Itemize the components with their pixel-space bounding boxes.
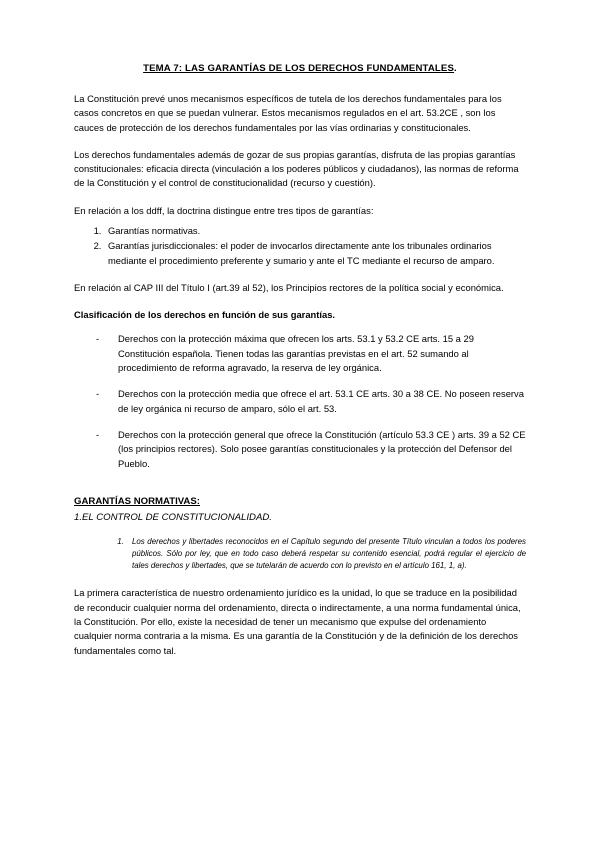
- classification-heading: Clasificación de los derechos en función de sus garantías.: [74, 309, 336, 321]
- paragraph-intro-2: Los derechos fundamentales además de gozar de sus propias garantías, disfruta de las propias garantías constitucionales: eficacia directa (vinculación a los poderes públicos y ciudadanos), las normas de reforma de la Constitución y el control de constitucionalidad (recurso y cuestión).: [74, 148, 519, 189]
- paragraph-intro-3: En relación a los ddff, la doctrina distingue entre tres tipos de garantías:: [74, 204, 374, 216]
- list-item: - Derechos con la protección máxima que ofrecen los arts. 53.1 y 53.2 CE arts. 15 a 29 Constitución española. Tienen todas las garantías previstas en el art. 52 sumando al procedimiento de reforma agravado, la reserva de ley orgánica.: [96, 332, 526, 375]
- constitution-quote-list: [74, 536, 526, 573]
- normative-guarantees-heading: GARANTÍAS NORMATIVAS:: [74, 495, 200, 507]
- paragraph-intro-1: La Constitución prevé unos mecanismos específicos de tutela de los derechos fundamentales para los casos concretos en que se puedan vulnerar. Estos mecanismos regulados en el art. 53.2CE , son los cauces de protección de los derechos fundamentales por las vías ordinarias y constitucionales.: [74, 92, 502, 133]
- page-title-text: TEMA 7: LAS GARANTÍAS DE LOS DERECHOS FUNDAMENTALES: [143, 63, 455, 74]
- list-item: - Derechos con la protección general que ofrece la Constitución (artículo 53.3 CE ) arts. 39 a 52 CE (los principios rectores). Solo posee garantías constitucionales y la protección del Defensor del Pueblo.: [96, 428, 526, 471]
- guarantee-types-list: [74, 224, 526, 268]
- list-item: - Derechos con la protección media que ofrece el art. 53.1 CE arts. 30 a 38 CE. No poseen reserva de ley orgánica ni recurso de amparo, sólo el art. 53.: [96, 387, 526, 416]
- constitutionality-control-subheading: 1.EL CONTROL DE CONSTITUCIONALIDAD.: [74, 512, 272, 524]
- paragraph-intro-4: En relación al CAP III del Título I (art.39 al 52), los Principios rectores de la política social y económica.: [74, 281, 504, 293]
- list-item: 1. Garantías normativas.: [104, 224, 526, 238]
- classification-list: [74, 332, 526, 470]
- page-title: [74, 62, 526, 76]
- list-item: 1. Los derechos y libertades reconocidos en el Capítulo segundo del presente Título vinculan a todos los poderes públicos. Sólo por ley, que en todo caso deberá respetar su contenido esencial, podrá regular el ejercicio de tales derechos y libertades, que se tutelarán de acuerdo con lo previsto en el artículo 161, 1, a).: [126, 536, 526, 573]
- list-item: 2. Garantías jurisdiccionales: el poder de invocarlos directamente ante los tribunales ordinarios mediante el procedimiento preferente y sumario y ante el TC mediante el recurso de amparo.: [104, 239, 526, 268]
- paragraph-final: La primera característica de nuestro ordenamiento jurídico es la unidad, lo que se traduce en la posibilidad de reconducir cualquier norma del ordenamiento, directa o indirectamente, a una norma fundamental única, la Constitución. Por ello, existe la necesidad de tener un mecanismo que expulse del ordenamiento cualquier norma contraria a la misma. Es una garantía de la Constitución y de la definición de los derechos fundamentales como tal.: [74, 587, 521, 656]
- page-title-period: .: [454, 63, 457, 74]
